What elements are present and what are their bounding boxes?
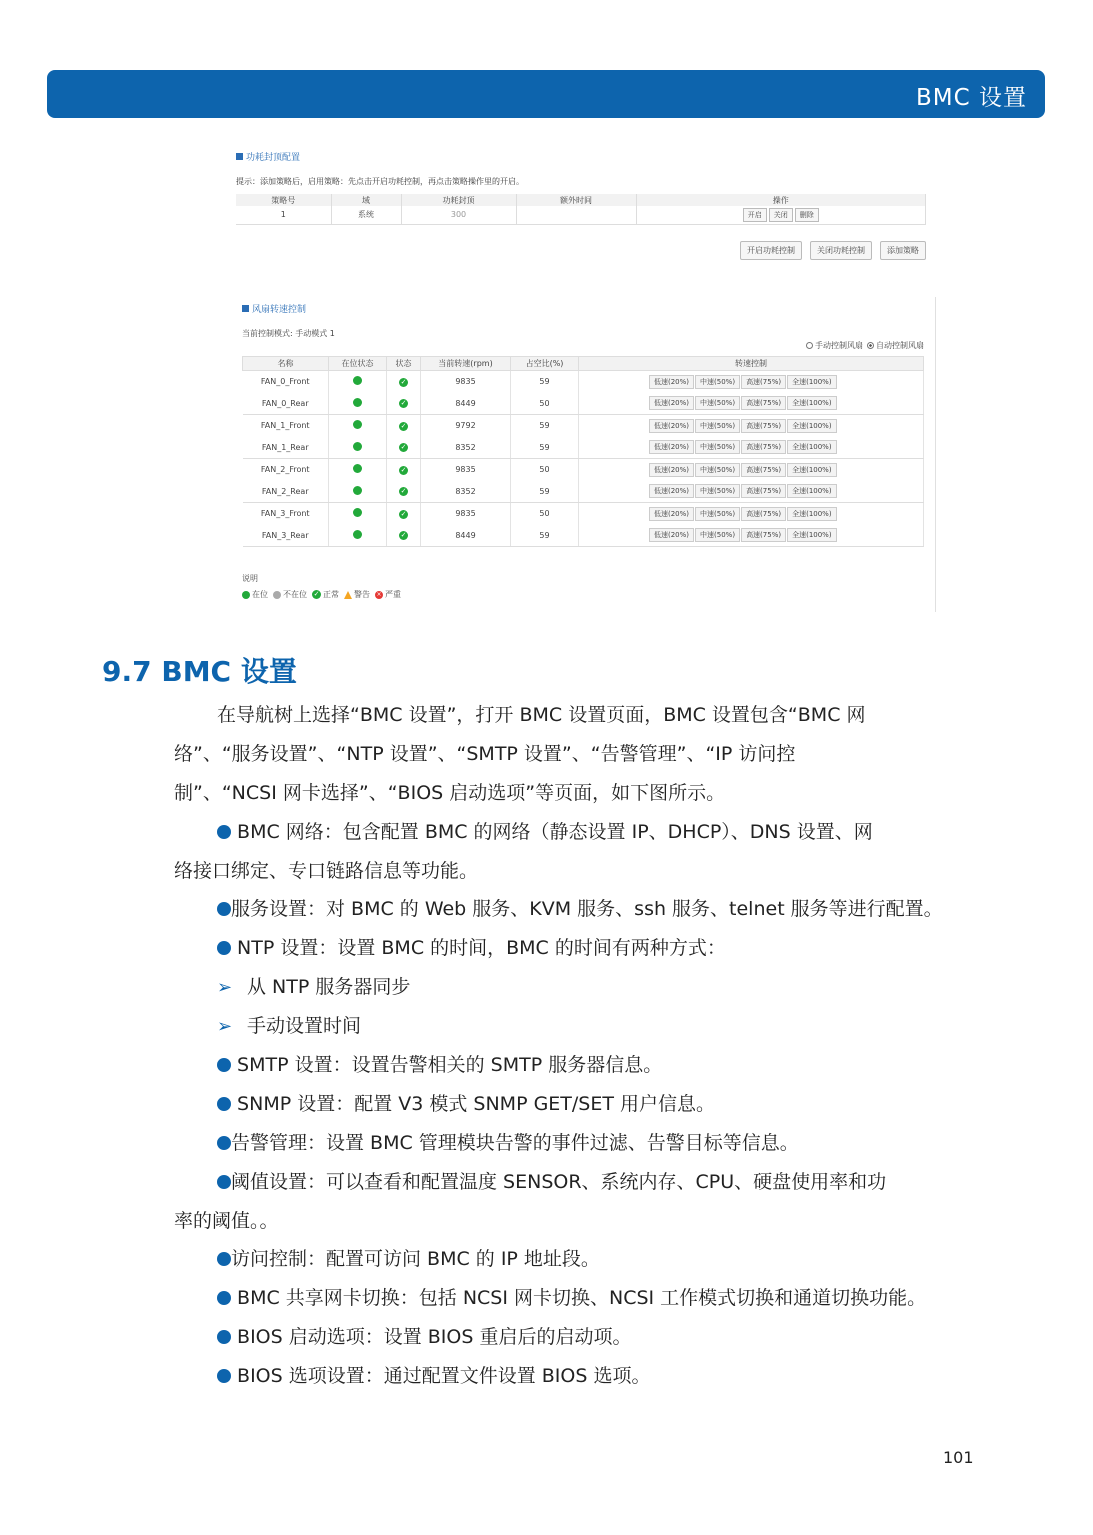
fan-row bbox=[243, 415, 924, 437]
bullet-text: BIOS 启动选项：设置 BIOS 重启后的启动项。 bbox=[231, 1326, 632, 1348]
fan-mode-radios bbox=[806, 340, 924, 351]
bullet-icon bbox=[217, 902, 231, 916]
column-header: 策略号 bbox=[236, 194, 331, 206]
panel-icon bbox=[242, 305, 249, 312]
fan-speed-controls bbox=[579, 371, 924, 393]
power-table bbox=[236, 194, 926, 225]
check-icon: ✓ bbox=[400, 377, 407, 386]
radio-selected-icon bbox=[867, 342, 874, 349]
fan-name: FAN_3_Rear bbox=[243, 525, 329, 547]
bullet-icon bbox=[217, 1175, 231, 1189]
fan-rpm: 9835 bbox=[421, 371, 511, 393]
bullet-icon bbox=[217, 941, 231, 955]
power-panel-title-text: 功耗封顶配置 bbox=[246, 153, 301, 163]
policy-extra bbox=[516, 206, 636, 224]
high-speed-button[interactable]: 高速(75%) bbox=[741, 375, 786, 389]
policy-enable-button[interactable]: 开启 bbox=[743, 208, 767, 222]
column-header: 域 bbox=[331, 194, 401, 206]
auto-radio[interactable] bbox=[867, 340, 924, 351]
low-speed-button[interactable]: 低速(20%) bbox=[649, 507, 694, 521]
legend-label: 警告 bbox=[354, 590, 370, 599]
legend-critical bbox=[375, 589, 401, 600]
bullet-smtp bbox=[217, 1050, 1047, 1077]
low-speed-button[interactable]: 低速(20%) bbox=[649, 484, 694, 498]
fan-rpm: 8352 bbox=[421, 481, 511, 503]
fan-row bbox=[243, 481, 924, 503]
bullet-text: BMC 网络：包含配置 BMC 的网络（静态设置 IP、DHCP）、DNS 设置、网 bbox=[231, 821, 873, 843]
bullet-icon bbox=[217, 1291, 231, 1305]
mid-speed-button[interactable]: 中速(50%) bbox=[695, 375, 740, 389]
full-speed-button[interactable]: 全速(100%) bbox=[787, 463, 836, 477]
fan-speed-controls bbox=[579, 481, 924, 503]
fan-speed-controls bbox=[579, 393, 924, 415]
low-speed-button[interactable]: 低速(20%) bbox=[649, 440, 694, 454]
check-icon: ✓ bbox=[400, 465, 407, 474]
fan-mode-text: 当前控制模式: 手动模式 1 bbox=[242, 329, 335, 338]
fan-status bbox=[387, 525, 421, 547]
fan-presence bbox=[329, 371, 387, 393]
full-speed-button[interactable]: 全速(100%) bbox=[787, 440, 836, 454]
power-panel-title bbox=[236, 150, 300, 163]
header-title: BMC 设置 bbox=[916, 85, 1027, 111]
fan-row bbox=[243, 437, 924, 459]
fan-speed-controls bbox=[579, 415, 924, 437]
full-speed-button[interactable]: 全速(100%) bbox=[787, 419, 836, 433]
sub-item-ntp-sync bbox=[217, 972, 1047, 999]
column-header: 操作 bbox=[636, 194, 926, 206]
fan-duty: 59 bbox=[511, 415, 579, 437]
gray-dot-icon bbox=[273, 591, 281, 599]
legend-label: 在位 bbox=[252, 590, 268, 599]
sub-item-text: 从 NTP 服务器同步 bbox=[247, 976, 411, 998]
fan-presence bbox=[329, 437, 387, 459]
mid-speed-button[interactable]: 中速(50%) bbox=[695, 507, 740, 521]
full-speed-button[interactable]: 全速(100%) bbox=[787, 484, 836, 498]
divider bbox=[935, 297, 936, 612]
power-capping-screenshot bbox=[236, 148, 926, 263]
check-icon: ✓ bbox=[400, 421, 407, 430]
add-policy-button[interactable]: 添加策略 bbox=[880, 241, 926, 260]
bullet-text: 告警管理：设置 BMC 管理模块告警的事件过滤、告警目标等信息。 bbox=[231, 1132, 799, 1154]
intro-line-2: 络”、“服务设置”、“NTP 设置”、“SMTP 设置”、“告警管理”、“IP 访问控 bbox=[174, 743, 796, 765]
fan-duty: 59 bbox=[511, 481, 579, 503]
fan-rpm: 9792 bbox=[421, 415, 511, 437]
bullet-icon bbox=[217, 825, 231, 839]
present-dot-icon bbox=[353, 398, 362, 407]
present-dot-icon bbox=[353, 486, 362, 495]
mid-speed-button[interactable]: 中速(50%) bbox=[695, 419, 740, 433]
legend-title: 说明 bbox=[242, 574, 258, 583]
full-speed-button[interactable]: 全速(100%) bbox=[787, 396, 836, 410]
fan-name: FAN_0_Front bbox=[243, 371, 329, 393]
power-buttons bbox=[740, 241, 926, 260]
bullet-text: SMTP 设置：设置告警相关的 SMTP 服务器信息。 bbox=[231, 1054, 663, 1076]
fan-row bbox=[243, 459, 924, 481]
section-title: 9.7 BMC 设置 bbox=[102, 655, 297, 688]
full-speed-button[interactable]: 全速(100%) bbox=[787, 375, 836, 389]
panel-icon bbox=[236, 153, 243, 160]
check-icon: ✓ bbox=[400, 399, 407, 408]
bullet-text: NTP 设置：设置 BMC 的时间，BMC 的时间有两种方式： bbox=[231, 937, 726, 959]
mid-speed-button[interactable]: 中速(50%) bbox=[695, 396, 740, 410]
bullet-icon bbox=[217, 1369, 231, 1383]
fan-speed-controls bbox=[579, 459, 924, 481]
fan-presence bbox=[329, 415, 387, 437]
bullet-bios-options bbox=[217, 1361, 1047, 1388]
power-tip: 提示：添加策略后，启用策略：先点击开启功耗控制，再点击策略操作里的开启。 bbox=[236, 177, 524, 186]
manual-radio-label: 手动控制风扇 bbox=[815, 341, 863, 350]
bullet-icon bbox=[217, 1136, 231, 1150]
column-header: 功耗封顶 bbox=[401, 194, 516, 206]
warning-icon bbox=[344, 591, 352, 599]
bullet-text: SNMP 设置：配置 V3 模式 SNMP GET/SET 用户信息。 bbox=[231, 1093, 716, 1115]
bullet-bmc-network bbox=[217, 817, 1047, 844]
bullet-access bbox=[217, 1244, 1047, 1271]
column-header: 额外时间 bbox=[516, 194, 636, 206]
fan-presence bbox=[329, 503, 387, 525]
mid-speed-button[interactable]: 中速(50%) bbox=[695, 528, 740, 542]
bullet-ncsi bbox=[217, 1283, 1047, 1310]
fan-rpm: 8449 bbox=[421, 525, 511, 547]
fan-presence bbox=[329, 481, 387, 503]
fan-presence bbox=[329, 459, 387, 481]
auto-radio-label: 自动控制风扇 bbox=[876, 341, 924, 350]
bullet-text: BMC 共享网卡切换：包括 NCSI 网卡切换、NCSI 工作模式切换和通道切换功能。 bbox=[231, 1287, 927, 1309]
high-speed-button[interactable]: 高速(75%) bbox=[741, 484, 786, 498]
fan-speed-controls bbox=[579, 525, 924, 547]
present-dot-icon bbox=[353, 530, 362, 539]
bullet-ntp bbox=[217, 933, 1047, 960]
sub-item-text: 手动设置时间 bbox=[247, 1015, 362, 1037]
policy-id: 1 bbox=[236, 206, 331, 224]
disable-power-control-button[interactable]: 关闭功耗控制 bbox=[810, 241, 872, 260]
legend-absent bbox=[273, 589, 307, 600]
policy-domain: 系统 bbox=[331, 206, 401, 224]
check-icon: ✓ bbox=[400, 509, 407, 518]
check-icon: ✓ bbox=[400, 487, 407, 496]
bullet-service bbox=[217, 894, 1047, 921]
present-dot-icon bbox=[353, 420, 362, 429]
fan-name: FAN_1_Rear bbox=[243, 437, 329, 459]
bullet-text: 服务设置：对 BMC 的 Web 服务、KVM 服务、ssh 服务、telnet 服务等进行配置。 bbox=[231, 898, 943, 920]
bullet-bios-boot bbox=[217, 1322, 1047, 1349]
bullet-text: BIOS 选项设置：通过配置文件设置 BIOS 选项。 bbox=[231, 1365, 651, 1387]
intro-line-1: 在导航树上选择“BMC 设置”，打开 BMC 设置页面，BMC 设置包含“BMC 网 bbox=[217, 704, 866, 726]
bullet-alarm bbox=[217, 1128, 1047, 1155]
error-icon: × bbox=[376, 590, 382, 598]
legend-warning bbox=[344, 589, 370, 600]
fan-row bbox=[243, 503, 924, 525]
bullet-snmp bbox=[217, 1089, 1047, 1116]
fan-name: FAN_3_Front bbox=[243, 503, 329, 525]
fan-duty: 50 bbox=[511, 393, 579, 415]
fan-status bbox=[387, 371, 421, 393]
bullet-threshold-cont: 率的阈值。。 bbox=[174, 1210, 279, 1232]
fan-rpm: 9835 bbox=[421, 459, 511, 481]
present-dot-icon bbox=[353, 464, 362, 473]
high-speed-button[interactable]: 高速(75%) bbox=[741, 396, 786, 410]
fan-rpm: 8352 bbox=[421, 437, 511, 459]
high-speed-button[interactable]: 高速(75%) bbox=[741, 440, 786, 454]
mid-speed-button[interactable]: 中速(50%) bbox=[695, 440, 740, 454]
fan-name: FAN_2_Front bbox=[243, 459, 329, 481]
high-speed-button[interactable]: 高速(75%) bbox=[741, 419, 786, 433]
fan-status bbox=[387, 437, 421, 459]
fan-rpm: 9835 bbox=[421, 503, 511, 525]
low-speed-button[interactable]: 低速(20%) bbox=[649, 419, 694, 433]
bullet-text: 阈值设置：可以查看和配置温度 SENSOR、系统内存、CPU、硬盘使用率和功 bbox=[231, 1171, 887, 1193]
policy-disable-button[interactable]: 关闭 bbox=[769, 208, 793, 222]
legend-normal bbox=[312, 589, 339, 600]
fan-panel-title-text: 风扇转速控制 bbox=[252, 305, 307, 315]
fan-name: FAN_2_Rear bbox=[243, 481, 329, 503]
column-header: 转速控制 bbox=[579, 357, 924, 371]
bullet-icon bbox=[217, 1330, 231, 1344]
fan-duty: 59 bbox=[511, 437, 579, 459]
arrow-icon: ➢ bbox=[217, 1016, 233, 1037]
policy-cap: 300 bbox=[401, 206, 516, 224]
fan-status bbox=[387, 459, 421, 481]
bullet-icon bbox=[217, 1058, 231, 1072]
fan-presence bbox=[329, 525, 387, 547]
fan-status bbox=[387, 481, 421, 503]
fan-duty: 59 bbox=[511, 371, 579, 393]
fan-row bbox=[243, 371, 924, 393]
fan-rpm: 8449 bbox=[421, 393, 511, 415]
fan-status bbox=[387, 503, 421, 525]
fan-row bbox=[243, 525, 924, 547]
check-icon: ✓ bbox=[400, 531, 407, 540]
legend-label: 正常 bbox=[323, 590, 339, 599]
policy-actions bbox=[636, 206, 926, 224]
header-bar bbox=[47, 70, 1045, 118]
check-icon: ✓ bbox=[400, 443, 407, 452]
fan-status bbox=[387, 415, 421, 437]
fan-presence bbox=[329, 393, 387, 415]
intro-line-3: 制”、“NCSI 网卡选择”、“BIOS 启动选项”等页面，如下图所示。 bbox=[174, 782, 726, 804]
fan-name: FAN_0_Rear bbox=[243, 393, 329, 415]
fan-speed-controls bbox=[579, 503, 924, 525]
sub-item-manual bbox=[217, 1011, 1047, 1038]
bullet-bmc-network-cont: 络接口绑定、专口链路信息等功能。 bbox=[174, 860, 479, 882]
mid-speed-button[interactable]: 中速(50%) bbox=[695, 463, 740, 477]
arrow-icon: ➢ bbox=[217, 977, 233, 998]
fan-table bbox=[242, 356, 924, 547]
legend-label: 严重 bbox=[385, 590, 401, 599]
radio-icon bbox=[806, 342, 813, 349]
fan-row bbox=[243, 393, 924, 415]
green-dot-icon bbox=[242, 591, 250, 599]
fan-panel-title bbox=[242, 302, 306, 315]
column-header: 占空比(%) bbox=[511, 357, 579, 371]
fan-speed-controls bbox=[579, 437, 924, 459]
column-header: 名称 bbox=[243, 357, 329, 371]
fan-status bbox=[387, 393, 421, 415]
column-header: 当前转速(rpm) bbox=[421, 357, 511, 371]
policy-delete-button[interactable]: 删除 bbox=[795, 208, 819, 222]
bullet-text: 访问控制：配置可访问 BMC 的 IP 地址段。 bbox=[231, 1248, 600, 1270]
mid-speed-button[interactable]: 中速(50%) bbox=[695, 484, 740, 498]
low-speed-button[interactable]: 低速(20%) bbox=[649, 375, 694, 389]
low-speed-button[interactable]: 低速(20%) bbox=[649, 528, 694, 542]
page-number: 101 bbox=[943, 1448, 974, 1467]
check-icon: ✓ bbox=[313, 590, 320, 598]
manual-radio[interactable] bbox=[806, 340, 863, 351]
bullet-icon bbox=[217, 1252, 231, 1266]
high-speed-button[interactable]: 高速(75%) bbox=[741, 507, 786, 521]
high-speed-button[interactable]: 高速(75%) bbox=[741, 463, 786, 477]
legend bbox=[242, 589, 401, 600]
high-speed-button[interactable]: 高速(75%) bbox=[741, 528, 786, 542]
low-speed-button[interactable]: 低速(20%) bbox=[649, 396, 694, 410]
present-dot-icon bbox=[353, 376, 362, 385]
fan-control-screenshot bbox=[242, 300, 924, 605]
present-dot-icon bbox=[353, 442, 362, 451]
legend-label: 不在位 bbox=[283, 590, 307, 599]
column-header: 在位状态 bbox=[329, 357, 387, 371]
full-speed-button[interactable]: 全速(100%) bbox=[787, 507, 836, 521]
bullet-icon bbox=[217, 1097, 231, 1111]
column-header: 状态 bbox=[387, 357, 421, 371]
fan-duty: 50 bbox=[511, 503, 579, 525]
table-row bbox=[236, 206, 926, 224]
fan-duty: 50 bbox=[511, 459, 579, 481]
present-dot-icon bbox=[353, 508, 362, 517]
legend-present bbox=[242, 589, 268, 600]
bullet-threshold bbox=[217, 1167, 1047, 1194]
low-speed-button[interactable]: 低速(20%) bbox=[649, 463, 694, 477]
fan-duty: 59 bbox=[511, 525, 579, 547]
enable-power-control-button[interactable]: 开启功耗控制 bbox=[740, 241, 802, 260]
fan-name: FAN_1_Front bbox=[243, 415, 329, 437]
full-speed-button[interactable]: 全速(100%) bbox=[787, 528, 836, 542]
